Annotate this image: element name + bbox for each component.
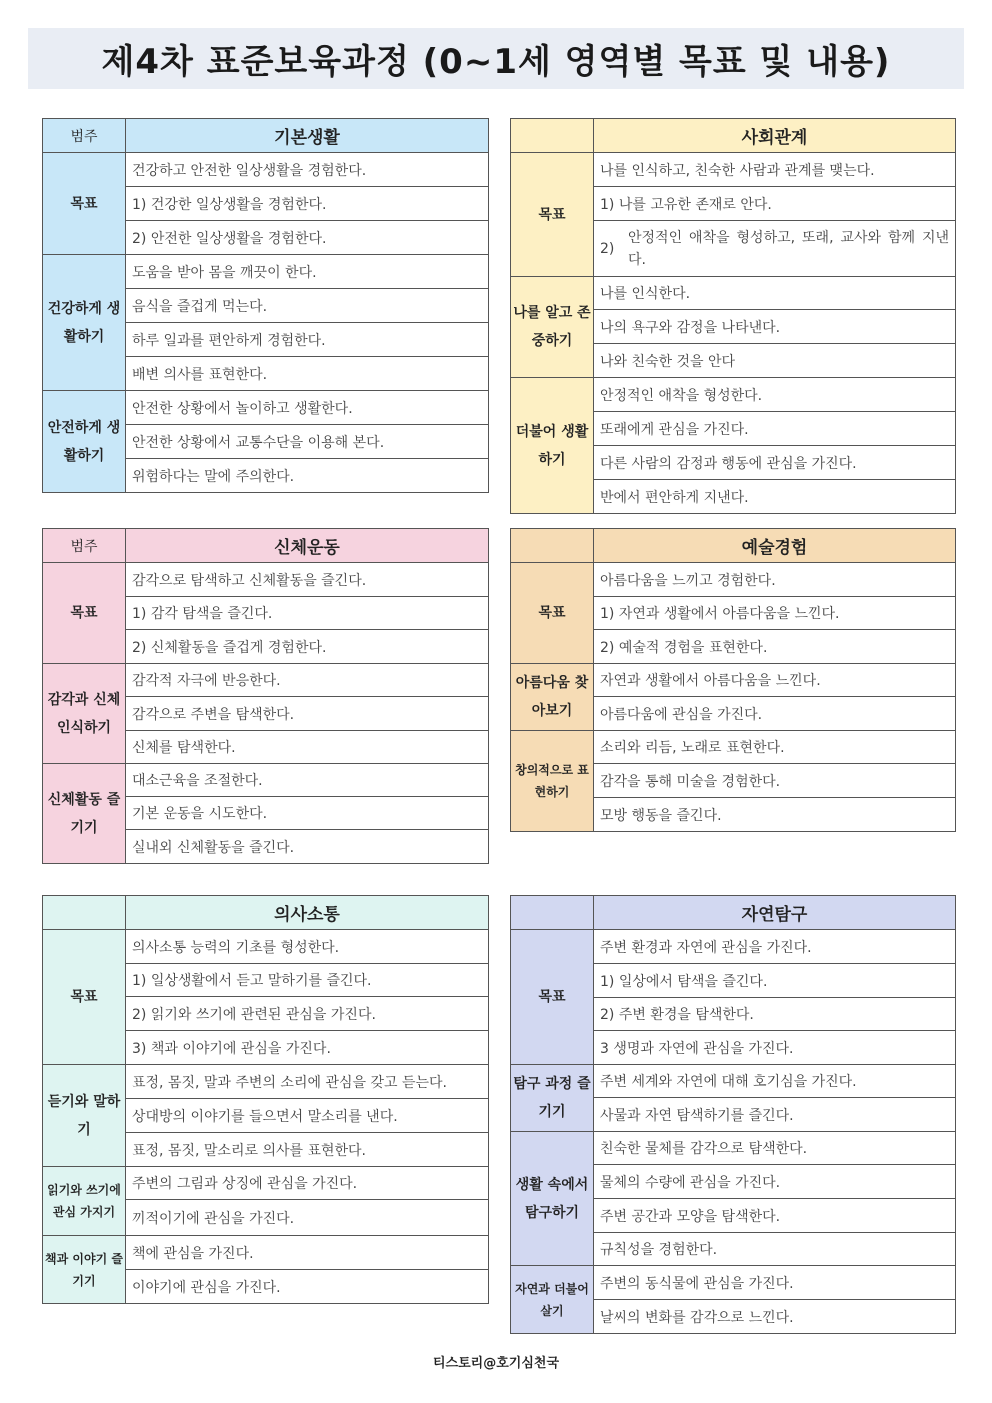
goal-category: 목표 <box>511 153 594 277</box>
goal-item: 1) 감각 탐색을 즐긴다. <box>126 597 489 630</box>
content-item: 날씨의 변화를 감각으로 느낀다. <box>594 1300 956 1334</box>
goal-main: 의사소통 능력의 기초를 형성한다. <box>126 930 489 964</box>
content-item: 사물과 자연 탐색하기를 즐긴다. <box>594 1098 956 1132</box>
goal-item: 2) 주변 환경을 탐색한다. <box>594 998 956 1031</box>
content-item: 주변 세계와 자연에 대해 호기심을 가진다. <box>594 1065 956 1098</box>
section-title-art: 예술경험 <box>594 529 956 563</box>
content-item: 배변 의사를 표현한다. <box>126 357 489 391</box>
content-item: 책에 관심을 가진다. <box>126 1236 489 1270</box>
content-item: 다른 사람의 감정과 행동에 관심을 가진다. <box>594 446 956 480</box>
content-item: 끼적이기에 관심을 가진다. <box>126 1200 489 1236</box>
content-category: 건강하게 생활하기 <box>43 255 126 391</box>
category-header-label: 범주 <box>43 119 126 153</box>
content-category: 안전하게 생활하기 <box>43 391 126 493</box>
content-item: 기본 운동을 시도한다. <box>126 797 489 830</box>
content-category: 나를 알고 존중하기 <box>511 277 594 378</box>
content-item: 물체의 수량에 관심을 가진다. <box>594 1165 956 1199</box>
footer-credit: 티스토리@호기심천국 <box>432 1356 560 1371</box>
goal-number: 2) <box>600 240 615 257</box>
category-header-label: 범주 <box>43 529 126 563</box>
content-category: 듣기와 말하기 <box>43 1065 126 1167</box>
content-item: 나를 인식한다. <box>594 277 956 310</box>
content-category: 탐구 과정 즐기기 <box>511 1065 594 1132</box>
goal-category: 목표 <box>511 930 594 1065</box>
basic-life-table <box>42 118 489 493</box>
goal-main: 나를 인식하고, 친숙한 사람과 관계를 맺는다. <box>594 153 956 187</box>
content-item: 대소근육을 조절한다. <box>126 764 489 797</box>
content-category: 아름다움 찾아보기 <box>511 664 594 731</box>
communication-table <box>42 895 489 1304</box>
content-item: 모방 행동을 즐긴다. <box>594 798 956 832</box>
content-item: 안전한 상황에서 놀이하고 생활한다. <box>126 391 489 425</box>
content-category: 책과 이야기 즐기기 <box>43 1236 126 1304</box>
content-item: 주변의 동식물에 관심을 가진다. <box>594 1266 956 1300</box>
content-item: 위험하다는 말에 주의한다. <box>126 459 489 493</box>
goal-text: 안정적인 애착을 형성하고, 또래, 교사와 함께 지낸다. <box>628 229 949 268</box>
goal-category: 목표 <box>43 153 126 255</box>
goal-item: 1) 건강한 일상생활을 경험한다. <box>126 187 489 221</box>
content-category: 자연과 더불어 살기 <box>511 1266 594 1334</box>
content-item: 감각을 통해 미술을 경험한다. <box>594 764 956 798</box>
content-item: 주변의 그림과 상징에 관심을 가진다. <box>126 1167 489 1200</box>
content-item: 하루 일과를 편안하게 경험한다. <box>126 323 489 357</box>
goal-item: 2) 안전한 일상생활을 경험한다. <box>126 221 489 255</box>
goal-category: 목표 <box>43 930 126 1065</box>
goal-main: 건강하고 안전한 일상생활을 경험한다. <box>126 153 489 187</box>
goal-item: 1) 일상에서 탐색을 즐긴다. <box>594 964 956 998</box>
content-category: 감각과 신체 인식하기 <box>43 664 126 764</box>
content-item: 반에서 편안하게 지낸다. <box>594 480 956 514</box>
goal-category: 목표 <box>511 563 594 664</box>
goal-item: 3) 책과 이야기에 관심을 가진다. <box>126 1031 489 1065</box>
social-relations-table <box>510 118 956 514</box>
goal-item: 3 생명과 자연에 관심을 가진다. <box>594 1031 956 1065</box>
goal-main: 아름다움을 느끼고 경험한다. <box>594 563 956 597</box>
content-category: 생활 속에서 탐구하기 <box>511 1132 594 1266</box>
art-experience-table <box>510 528 956 832</box>
content-item: 도움을 받아 몸을 깨끗이 한다. <box>126 255 489 289</box>
goal-item: 2) 예술적 경험을 표현한다. <box>594 630 956 664</box>
goal-main: 주변 환경과 자연에 관심을 가진다. <box>594 930 956 964</box>
content-category: 창의적으로 표현하기 <box>511 731 594 832</box>
goal-item: 1) 나를 고유한 존재로 안다. <box>594 187 956 221</box>
section-title-communication: 의사소통 <box>126 896 489 930</box>
content-item: 친숙한 물체를 감각으로 탐색한다. <box>594 1132 956 1165</box>
goal-item: 2) 읽기와 쓰기에 관련된 관심을 가진다. <box>126 997 489 1031</box>
content-category: 읽기와 쓰기에 관심 가지기 <box>43 1167 126 1236</box>
content-category: 신체활동 즐기기 <box>43 764 126 864</box>
content-item: 안정적인 애착을 형성한다. <box>594 378 956 412</box>
section-title-physical: 신체운동 <box>126 529 489 563</box>
title-banner <box>28 28 964 89</box>
section-title-basic: 기본생활 <box>126 119 489 153</box>
content-item: 이야기에 관심을 가진다. <box>126 1270 489 1304</box>
goal-item: 1) 자연과 생활에서 아름다움을 느낀다. <box>594 597 956 630</box>
content-item: 아름다움에 관심을 가진다. <box>594 697 956 731</box>
goal-item: 1) 일상생활에서 듣고 말하기를 즐긴다. <box>126 964 489 997</box>
content-item: 상대방의 이야기를 들으면서 말소리를 낸다. <box>126 1099 489 1133</box>
physical-movement-table <box>42 528 489 864</box>
content-item: 규칙성을 경험한다. <box>594 1233 956 1266</box>
content-item: 음식을 즐겁게 먹는다. <box>126 289 489 323</box>
goal-main: 감각으로 탐색하고 신체활동을 즐긴다. <box>126 563 489 597</box>
content-item: 나의 욕구와 감정을 나타낸다. <box>594 310 956 344</box>
content-item: 표정, 몸짓, 말과 주변의 소리에 관심을 갖고 듣는다. <box>126 1065 489 1099</box>
content-item: 감각적 자극에 반응한다. <box>126 664 489 697</box>
section-title-nature: 자연탐구 <box>594 896 956 930</box>
page-title: 제4차 표준보육과정 (0~1세 영역별 목표 및 내용) <box>101 42 891 82</box>
content-item: 신체를 탐색한다. <box>126 731 489 764</box>
content-item: 자연과 생활에서 아름다움을 느낀다. <box>594 664 956 697</box>
content-item: 실내외 신체활동을 즐긴다. <box>126 830 489 864</box>
content-item: 표정, 몸짓, 말소리로 의사를 표현한다. <box>126 1133 489 1167</box>
content-item: 안전한 상황에서 교통수단을 이용해 본다. <box>126 425 489 459</box>
goal-item: 2) 신체활동을 즐겁게 경험한다. <box>126 630 489 664</box>
content-item: 또래에게 관심을 가진다. <box>594 412 956 446</box>
section-title-social: 사회관계 <box>594 119 956 153</box>
content-category: 더불어 생활하기 <box>511 378 594 514</box>
content-item: 감각으로 주변을 탐색한다. <box>126 697 489 731</box>
content-item: 나와 친숙한 것을 안다 <box>594 344 956 378</box>
content-item: 소리와 리듬, 노래로 표현한다. <box>594 731 956 764</box>
goal-category: 목표 <box>43 563 126 664</box>
goal-item <box>594 221 956 277</box>
content-item: 주변 공간과 모양을 탐색한다. <box>594 1199 956 1233</box>
nature-inquiry-table <box>510 895 956 1334</box>
